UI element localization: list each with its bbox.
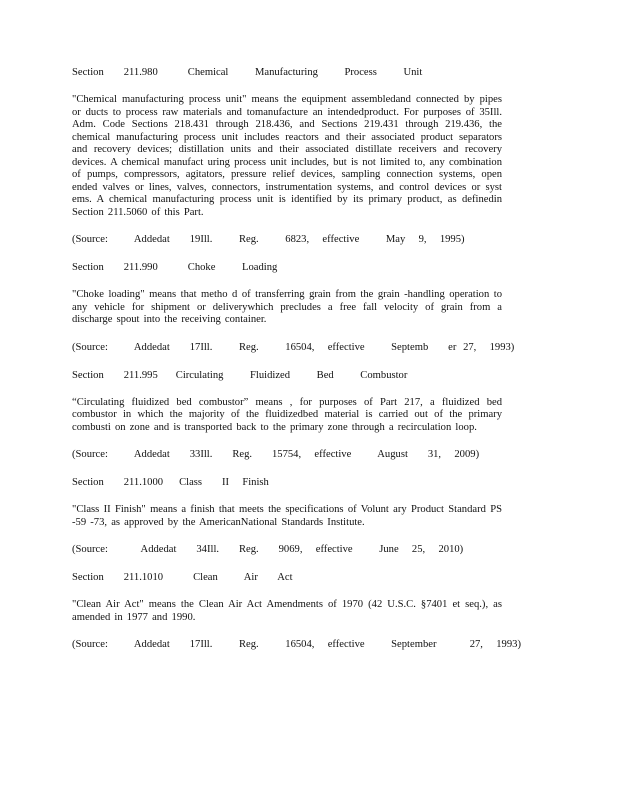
section-title: Class II Finish [179,477,269,488]
section-heading [72,476,502,490]
section-title: Clean Air Act [193,572,293,583]
section-title: Choke Loading [187,262,278,273]
section-title: Chemical Manufacturing Process Unit [187,67,423,78]
source-note: (Source: Addedat 19Ill. Reg. 6823, effective May 9, 1995) [72,234,465,245]
source-note: (Source: Addedat 33Ill. Reg. 15754, effective August 31, 2009) [72,449,480,460]
section-number: Section 211.995 [72,369,158,381]
section-number: Section 211.990 [72,262,158,273]
section-heading [72,261,502,275]
source-note: (Source: Addedat 34Ill. Reg. 9069, effective June 25, 2010) [72,544,464,555]
section-heading [72,369,502,383]
source-note: (Source: Addedat 17Ill. Reg. 16504, effective September 27, 1993) [72,639,521,650]
section-title: Circulating Fluidized Bed Combustor [175,369,408,381]
section-heading [72,66,502,80]
section-number: Section 211.1000 [72,477,164,488]
section-definition: "Clean Air Act" means the Clean Air Act Amendments of 1970 (42 U.S.C. §7401 et seq.), as amended in 1977 and 1990. [72,599,502,623]
section-definition: “Circulating fluidized bed combustor” means , for purposes of Part 217, a fluidized bed combustor in which the majority of the fluidizedbed material is carried out of the primary combusti on zone and is transported back to the primary zone through a recirculation loop. [72,396,502,433]
section-definition: "Chemical manufacturing process unit" means the equipment assembledand connected by pipes or ducts to process raw materials and tomanufacture an intendedproduct. For purposes of 35Ill. Adm. Code Sections 218.431 through 218.436, and Sections 219.431 through 219.436, the chemical manufacturing process unit includes reactors and their associated product separators and recovery devices; distillation units and their associated distillate receivers and recovery devices. A chemical manufact uring process unit includes, but is not limited to, any combination of pumps, compressors, agitators, pressure relief devices, sampling connection systems, open ended valves or lines, valves, connectors, instrumentation systems, and control devices or syst ems. A chemical manufacturing process unit is identified by its primary product, as definedin Section 211.5060 of this Part. [72,94,502,218]
section-number: Section 211.1010 [72,572,164,583]
section-definition: "Choke loading" means that metho d of transferring grain from the grain -handling operation to any vehicle for shipment or deliverywhich precludes a free fall velocity of grain from a discharge spout into the receiving container. [72,289,502,325]
section-number: Section 211.980 [72,67,158,78]
source-note: (Source: Addedat 17Ill. Reg. 16504, effective Septemb er 27, 1993) [72,341,515,353]
section-heading [72,571,502,585]
document-page [72,66,521,652]
section-definition: "Class II Finish" means a finish that meets the specifications of Volunt ary Product Standard PS -59 -73, as approved by the AmericanNational Standards Institute. [72,504,502,528]
